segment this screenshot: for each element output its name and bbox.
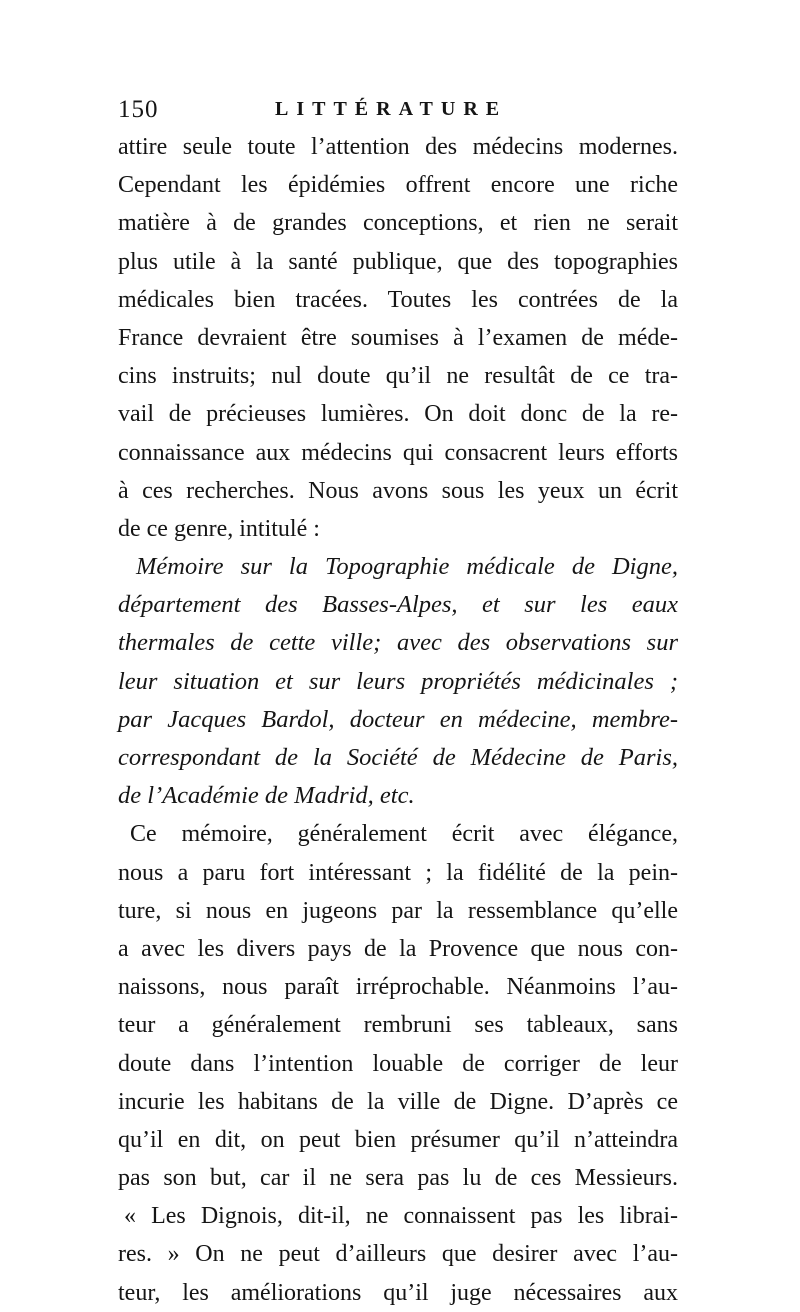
text-line: nous a paru fort intéressant ; la fidélité de la pein- bbox=[118, 859, 678, 886]
title-line: Mémoire sur la Topographie médicale de Digne, bbox=[136, 553, 678, 581]
running-title: LITTÉRATURE bbox=[275, 98, 508, 120]
text-line: cins instruits; nul doute qu’il ne resultât de ce tra- bbox=[118, 363, 678, 390]
text-line: connaissance aux médecins qui consacrent leurs efforts bbox=[118, 439, 678, 466]
title-line: de l’Académie de Madrid, etc. bbox=[118, 782, 415, 810]
paragraph-1 bbox=[118, 128, 678, 548]
title-line: correspondant de la Société de Médecine de Paris, bbox=[118, 744, 678, 771]
title-line: leur situation et sur leurs propriétés médicinales ; bbox=[118, 667, 678, 695]
text-line: ture, si nous en jugeons par la ressemblance qu’elle bbox=[118, 897, 678, 924]
text-line: res. » On ne peut d’ailleurs que desirer avec l’au- bbox=[118, 1241, 678, 1268]
text-line: teur a généralement rembruni ses tableaux, sans bbox=[118, 1012, 678, 1039]
text-line: France devraient être soumises à l’examen de méde- bbox=[118, 324, 678, 351]
text-line: teur, les améliorations qu’il juge nécessaires aux bbox=[118, 1279, 678, 1306]
text-line: attire seule toute l’attention des médecins modernes. bbox=[118, 134, 678, 160]
text-line: Ce mémoire, généralement écrit avec élégance, bbox=[130, 821, 678, 848]
text-line: Cependant les épidémies offrent encore une riche bbox=[118, 172, 678, 199]
text-line: qu’il en dit, on peut bien présumer qu’il n’atteindra bbox=[118, 1126, 678, 1153]
text-line: naissons, nous paraît irréprochable. Néanmoins l’au- bbox=[118, 974, 678, 1001]
text-line: vail de précieuses lumières. On doit donc de la re- bbox=[118, 401, 678, 428]
text-line: incurie les habitans de la ville de Digne. D’après ce bbox=[118, 1088, 678, 1115]
text-line: « Les Dignois, dit-il, ne connaissent pas les librai- bbox=[124, 1203, 678, 1230]
text-line: de ce genre, intitulé : bbox=[118, 515, 320, 542]
body-text bbox=[118, 128, 678, 1312]
text-line: pas son but, car il ne sera pas lu de ces Messieurs. bbox=[118, 1165, 678, 1192]
text-line: médicales bien tracées. Toutes les contrées de la bbox=[118, 286, 678, 313]
title-line: département des Basses-Alpes, et sur les eaux bbox=[118, 591, 678, 619]
cited-title bbox=[118, 548, 678, 815]
title-line: thermales de cette ville; avec des observations sur bbox=[118, 629, 678, 657]
text-line: plus utile à la santé publique, que des topographies bbox=[118, 248, 678, 275]
page-number: 150 bbox=[118, 96, 159, 123]
title-line: par Jacques Bardol, docteur en médecine, membre- bbox=[118, 705, 678, 733]
text-line: doute dans l’intention louable de corriger de leur bbox=[118, 1050, 678, 1077]
text-line: à ces recherches. Nous avons sous les yeux un écrit bbox=[118, 477, 678, 504]
text-line: matière à de grandes conceptions, et rien ne serait bbox=[118, 210, 678, 237]
running-head bbox=[118, 96, 678, 128]
paragraph-2 bbox=[118, 815, 678, 1311]
text-line: a avec les divers pays de la Provence que nous con- bbox=[118, 935, 678, 962]
